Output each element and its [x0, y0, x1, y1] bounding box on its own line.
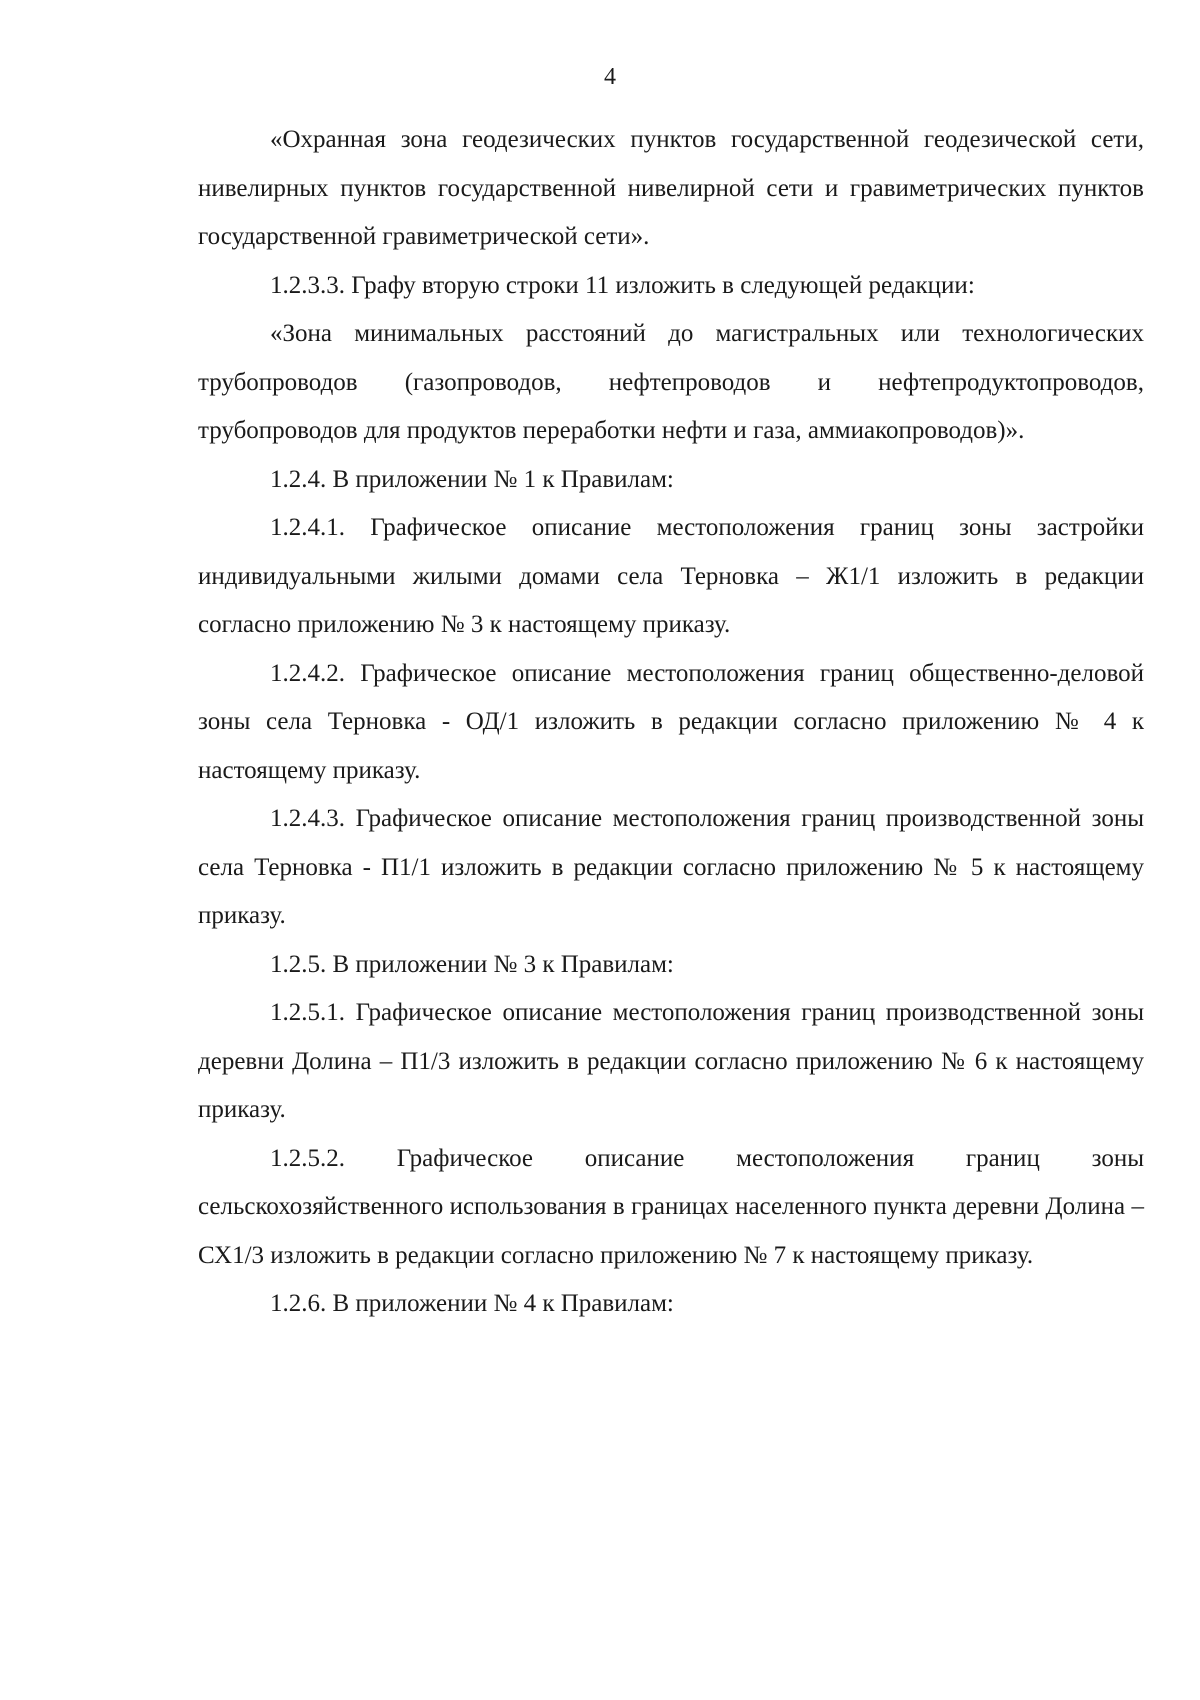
paragraph-1-2-6: 1.2.6. В приложении № 4 к Правилам: — [270, 1290, 674, 1317]
paragraph-1-2-5-1: 1.2.5.1. Графическое описание местоположения границ производственной зоны деревни Долина – П1/3 изложить в редакции согласно приложению № 6 к настоящему приказу. — [198, 999, 1144, 1123]
paragraph-1-2-4-1: 1.2.4.1. Графическое описание местоположения границ зоны застройки индивидуальными жилыми домами села Терновка – Ж1/1 изложить в редакции согласно приложению № 3 к настоящему приказу. — [198, 514, 1144, 638]
document-body — [198, 116, 1144, 1329]
paragraph-1-2-4-3: 1.2.4.3. Графическое описание местоположения границ производственной зоны села Терновка - П1/1 изложить в редакции согласно приложению № 5 к настоящему приказу. — [198, 805, 1144, 929]
paragraph-1-2-5-2: 1.2.5.2. Графическое описание местоположения границ зоны сельскохозяйственного использования в границах населенного пункта деревни Долина – СХ1/3 изложить в редакции согласно приложению № 7 к настоящему приказу. — [198, 1144, 1144, 1269]
paragraph-pipelines-zone: «Зона минимальных расстояний до магистральных или технологических трубопроводов (газопроводов, нефтепроводов и нефтепродуктопроводов, трубопроводов для продуктов переработки нефти и газа, аммиакопроводов)». — [198, 320, 1144, 444]
paragraph-1-2-4: 1.2.4. В приложении № 1 к Правилам: — [270, 465, 674, 493]
paragraph-1-2-4-2: 1.2.4.2. Графическое описание местоположения границ общественно-деловой зоны села Терновка - ОД/1 изложить в редакции согласно приложению № 4 к настоящему приказу. — [198, 659, 1144, 784]
paragraph-protected-zone-geodetic: «Охранная зона геодезических пунктов государственной геодезической сети, нивелирных пунктов государственной нивелирной сети и гравиметрических пунктов государственной гравиметрической сети». — [198, 126, 1144, 250]
paragraph-1-2-3-3: 1.2.3.3. Графу вторую строки 11 изложить в следующей редакции: — [270, 271, 975, 299]
paragraph-1-2-5: 1.2.5. В приложении № 3 к Правилам: — [270, 950, 674, 978]
page-number: 4 — [604, 64, 616, 90]
